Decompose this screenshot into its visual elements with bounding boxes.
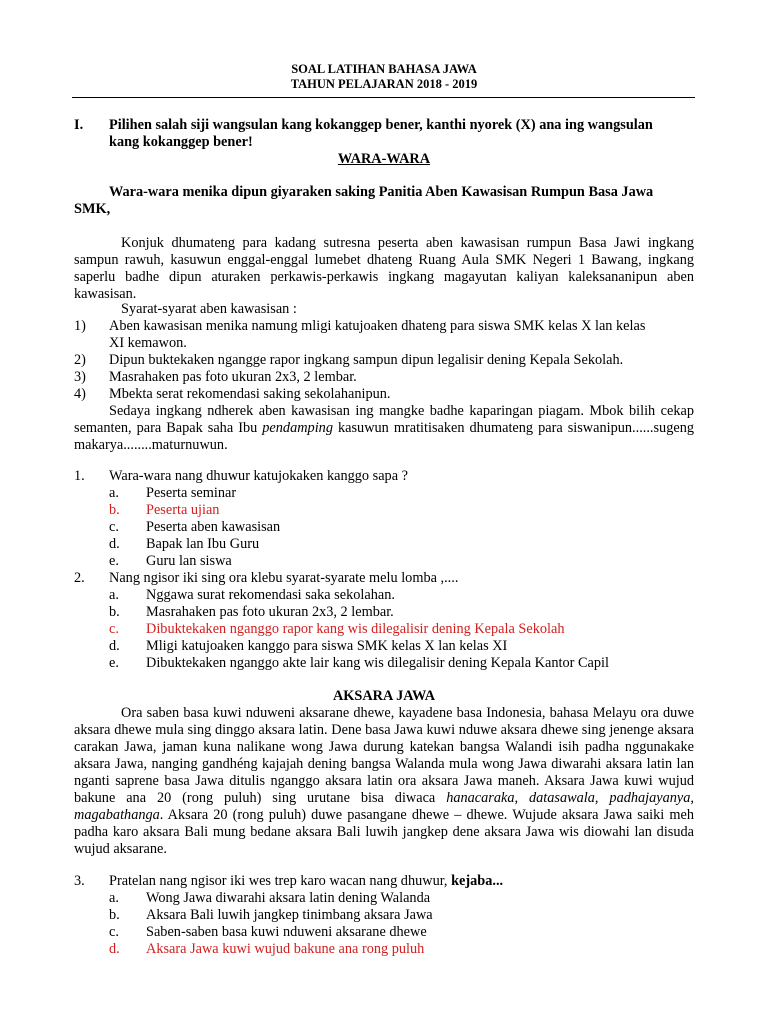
answer-option[interactable]: [74, 655, 694, 672]
warawara-body: [74, 235, 694, 303]
syarat-item: Dipun buktekaken ngangge rapor ingkang sampun dipun legalisir dening Kepala Sekolah.: [109, 352, 624, 368]
option-letter: e.: [109, 553, 119, 569]
option-text: Bapak lan Ibu Guru: [146, 536, 260, 552]
aksara-text-part1: Ora saben basa kuwi nduweni aksarane dhewe, kayadene basa Indonesia, bahasa Melayu ora duwe aksara dhewe mula sing dinggo aksara latin. Dene basa Jawa kuwi nduwe aksara dhewe sing jenenge aksara carakan Jawa, jaman kuna nalikane wong Jawa durung katekan bangsa Walandi isih padha nggunakake aksara Jawa, nanging gandhéng kajajah dening bangsa Walanda mula wong Jawa diwarahi aksara latin lan nganti saprene basa Jawa ditulis nganggo aksara latin ora aksara Jawa maneh. Aksara Jawa kuwi wujud bakune ana 20 (rong puluh) sing urutane bisa diwaca: [74, 705, 694, 806]
option-text: Peserta aben kawasisan: [146, 519, 281, 535]
option-text: Aksara Jawa kuwi wujud bakune ana rong puluh: [146, 941, 425, 957]
option-letter: a.: [109, 890, 119, 906]
header-subtitle: TAHUN PELAJARAN 2018 - 2019: [290, 77, 478, 91]
question-text: [109, 873, 503, 890]
option-letter: c.: [109, 924, 119, 940]
option-text: Dibuktekaken nganggo rapor kang wis dilegalisir dening Kepala Sekolah: [146, 621, 565, 637]
option-letter: d.: [109, 941, 120, 957]
answer-option[interactable]: [74, 604, 694, 621]
closing-text-part1: Sedaya ingkang ndherek aben kawasisan ing mangke badhe kaparingan piagam. Mbok bilih cekap semanten, para Bapak saha Ibu: [74, 403, 694, 436]
question-number: 3.: [74, 873, 85, 889]
question-text-main: Pratelan nang ngisor iki wes trep karo wacan nang dhuwur,: [109, 873, 452, 889]
aksara-body: [74, 705, 694, 858]
answer-option[interactable]: [74, 890, 694, 907]
answer-option-correct[interactable]: [74, 621, 694, 638]
syarat-list: [74, 301, 694, 403]
answer-option[interactable]: [74, 907, 694, 924]
option-letter: d.: [109, 638, 120, 654]
option-letter: d.: [109, 536, 120, 552]
syarat-item: Masrahaken pas foto ukuran 2x3, 2 lembar.: [109, 369, 357, 385]
answer-option-correct[interactable]: [74, 941, 694, 958]
instruction-line-2: kang kokanggep bener!: [109, 134, 253, 150]
question-text: Wara-wara nang dhuwur katujokaken kanggo sapa ?: [109, 468, 408, 484]
answer-option[interactable]: [74, 485, 694, 502]
warawara-closing-paragraph: [74, 403, 694, 454]
aksara-text-part2: . Aksara 20 (rong puluh) duwe pasangane dhewe – dhewe. Wujude aksara Jawa saiki meh padha karo aksara Bali mung bedane aksara Bali luwih jangkep dene aksara Jawa wis diowahi lan disuda wujud aksarane.: [74, 807, 694, 857]
option-text: Peserta seminar: [146, 485, 237, 501]
syarat-item-continuation: XI kemawon.: [109, 335, 187, 351]
question-number: 1.: [74, 468, 85, 484]
option-text: Nggawa surat rekomendasi saka sekolahan.: [146, 587, 395, 603]
question-group-1: [74, 468, 694, 672]
answer-option[interactable]: [74, 924, 694, 941]
option-text: Guru lan siswa: [146, 553, 232, 569]
syarat-number: 4): [74, 386, 86, 402]
header-title: SOAL LATIHAN BAHASA JAWA: [291, 62, 477, 76]
option-text: Masrahaken pas foto ukuran 2x3, 2 lembar.: [146, 604, 394, 620]
syarat-number: 2): [74, 352, 86, 368]
answer-option[interactable]: [74, 587, 694, 604]
option-letter: c.: [109, 519, 119, 535]
syarat-number: 3): [74, 369, 86, 385]
syarat-title: Syarat-syarat aben kawasisan :: [121, 301, 297, 317]
option-text: Wong Jawa diwarahi aksara latin dening Walanda: [146, 890, 431, 906]
warawara-intro: [74, 184, 694, 218]
answer-option[interactable]: [74, 638, 694, 655]
section-instruction: [74, 117, 694, 151]
option-text: Peserta ujian: [146, 502, 220, 518]
section-number: I.: [74, 117, 84, 133]
answer-option[interactable]: [74, 519, 694, 536]
option-letter: e.: [109, 655, 119, 671]
question-number: 2.: [74, 570, 85, 586]
syarat-number: 1): [74, 318, 86, 334]
header-divider: [72, 97, 695, 98]
option-letter: b.: [109, 907, 120, 923]
warawara-intro-line-1: Wara-wara menika dipun giyaraken saking Panitia Aben Kawasisan Rumpun Basa Jawa: [109, 184, 654, 200]
warawara-paragraph: Konjuk dhumateng para kadang sutresna peserta aben kawasisan rumpun Basa Jawi ingkang sampun rawuh, kasuwun enggal-enggal lumebet dhateng Ruang Aula SMK Negeri 1 Bawang, ingkang saperlu badhe dipun aturaken perkawis-perkawis ingkang magayutan kaliyan kaleksananipun aben kawasisan.: [74, 235, 694, 302]
option-letter: c.: [109, 621, 119, 637]
option-text: Mligi katujoaken kanggo para siswa SMK kelas X lan kelas XI: [146, 638, 508, 654]
answer-option[interactable]: [74, 536, 694, 553]
answer-option-correct[interactable]: [74, 502, 694, 519]
aksara-paragraph: [74, 705, 694, 858]
aksara-heading: AKSARA JAWA: [332, 688, 436, 704]
closing-italic-word: pendamping: [262, 420, 333, 436]
question-group-2: [74, 873, 694, 958]
warawara-intro-line-2: SMK,: [74, 201, 111, 217]
warawara-closing: [74, 403, 694, 454]
option-letter: a.: [109, 485, 119, 501]
option-text: Aksara Bali luwih jangkep tinimbang aksara Jawa: [146, 907, 433, 923]
question-text: Nang ngisor iki sing ora klebu syarat-syarate melu lomba ,....: [109, 570, 459, 586]
instruction-line-1: Pilihen salah siji wangsulan kang kokanggep bener, kanthi nyorek (X) ana ing wangsulan: [109, 117, 653, 133]
warawara-heading: WARA-WARA: [337, 151, 431, 167]
option-letter: b.: [109, 604, 120, 620]
syarat-item: Aben kawasisan menika namung mligi katujoaken dhateng para siswa SMK kelas X lan kelas: [109, 318, 646, 334]
option-text: Dibuktekaken nganggo akte lair kang wis dilegalisir dening Kepala Kantor Capil: [146, 655, 609, 671]
answer-option[interactable]: [74, 553, 694, 570]
document-header: [74, 62, 694, 92]
closing-text-part2: kasuwun mratitisaken dhumateng para siswanipun......sugeng makarya........maturnuwun.: [74, 420, 694, 453]
question-text-bold: kejaba...: [451, 873, 504, 889]
option-text: Saben-saben basa kuwi nduweni aksarane dhewe: [146, 924, 427, 940]
option-letter: a.: [109, 587, 119, 603]
aksara-italic-text: hanacaraka, datasawala, padhajayanya, magabathanga: [74, 790, 694, 823]
syarat-item: Mbekta serat rekomendasi saking sekolahanipun.: [109, 386, 391, 402]
option-letter: b.: [109, 502, 120, 518]
